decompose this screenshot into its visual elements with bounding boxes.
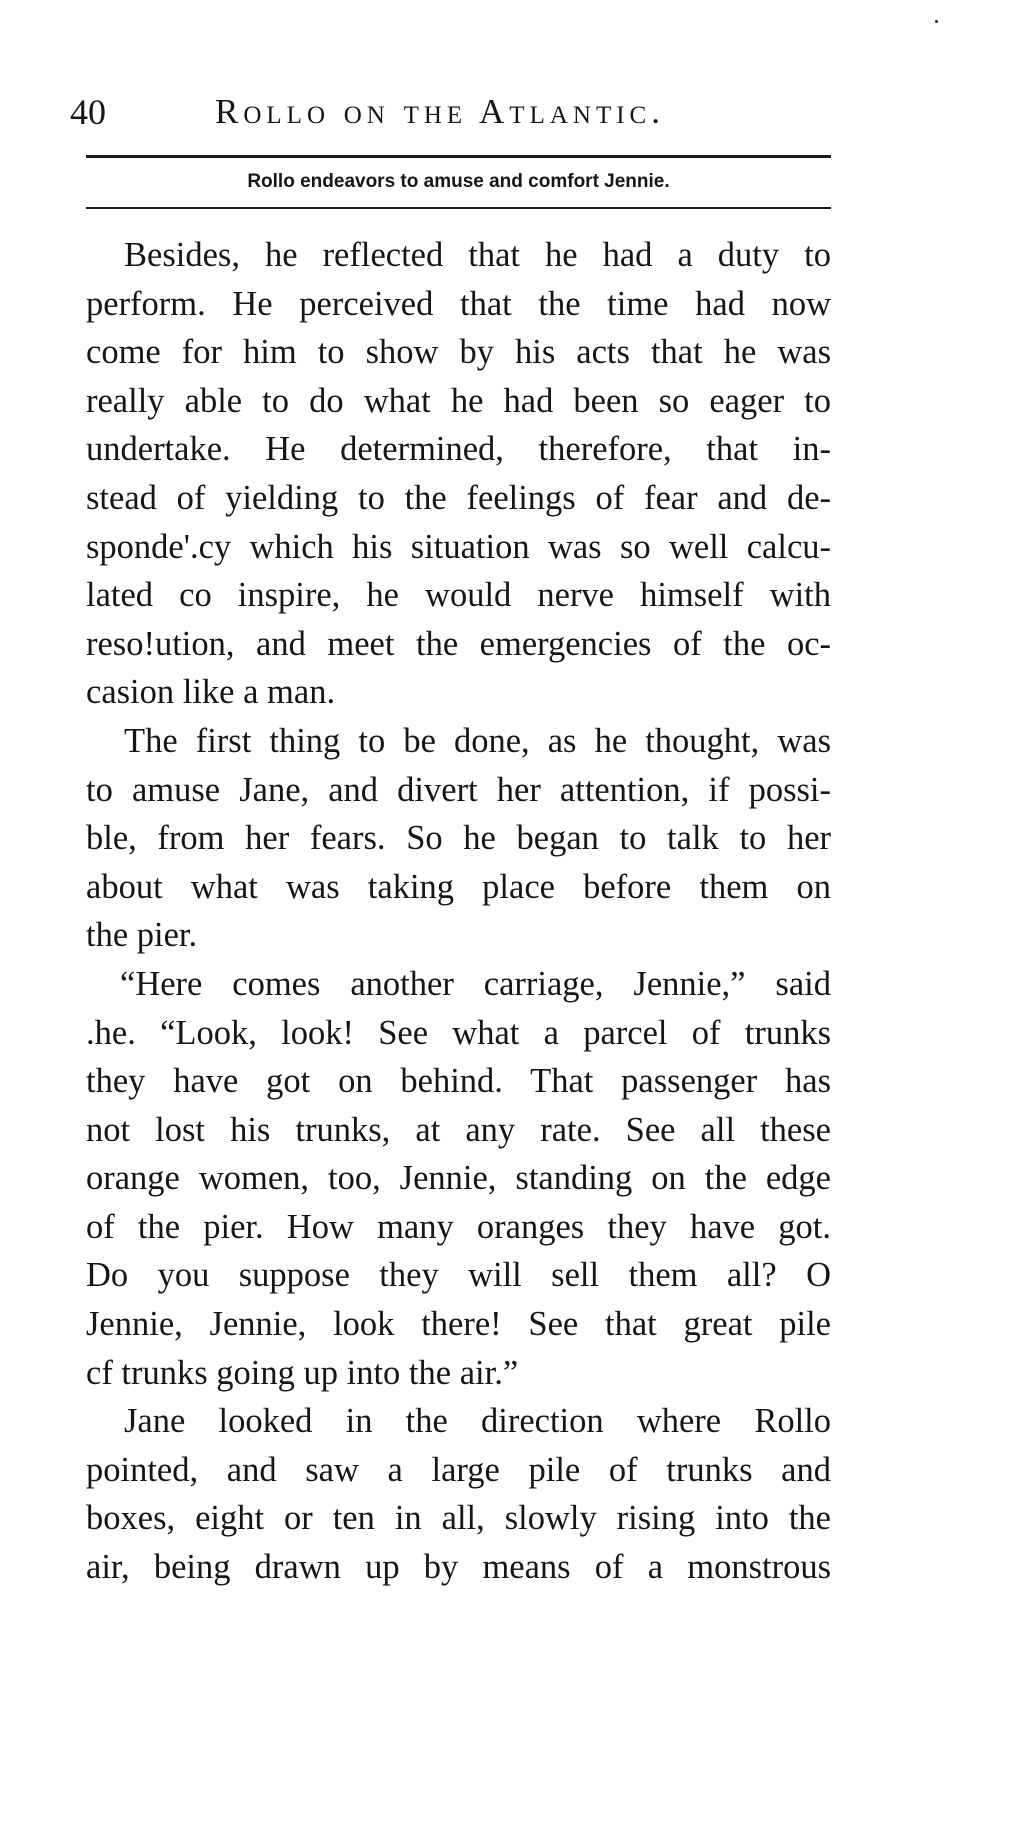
running-head — [70, 88, 830, 136]
text-line: orange women, too, Jennie, standing on the edge — [86, 1159, 831, 1198]
text-line: Besides, he reflected that he had a duty to — [124, 236, 831, 274]
text-line: casion like a man. — [86, 673, 336, 712]
text-line: Jennie, Jennie, look there! See that great pile — [86, 1305, 831, 1344]
header-rule-bottom — [86, 207, 831, 209]
text-line: of the pier. How many oranges they have got. — [86, 1207, 831, 1246]
book-title: Rollo on the Atlantic. — [215, 92, 665, 131]
text-line: ble, from her fears. So he began to talk to her — [86, 819, 831, 858]
text-line: pointed, and saw a large pile of trunks and — [86, 1450, 831, 1489]
text-line: cf trunks going up into the air.” — [86, 1353, 519, 1392]
text-line: they have got on behind. That passenger has — [86, 1062, 831, 1101]
page-caption: Rollo endeavors to amuse and comfort Jennie. — [247, 171, 670, 192]
text-line: not lost his trunks, at any rate. See all these — [86, 1110, 831, 1149]
text-line: boxes, eight or ten in all, slowly rising into the — [86, 1499, 831, 1538]
text-line: Do you suppose they will sell them all? O — [86, 1256, 831, 1295]
text-line: really able to do what he had been so eager to — [86, 381, 831, 420]
text-line: stead of yielding to the feelings of fear and de- — [86, 478, 831, 517]
page-number: 40 — [70, 92, 106, 132]
text-line: “Here comes another carriage, Jennie,” said — [120, 964, 831, 1003]
text-line: undertake. He determined, therefore, that in- — [86, 430, 831, 469]
speck-mark — [935, 20, 938, 23]
text-line: air, being drawn up by means of a monstrous — [86, 1548, 831, 1587]
text-line: Jane looked in the direction where Rollo — [124, 1402, 831, 1441]
text-line: come for him to show by his acts that he was — [86, 333, 831, 372]
text-line: reso!ution, and meet the emergencies of the oc- — [86, 624, 831, 663]
header-rule-top — [86, 155, 831, 158]
text-line: sponde'.cy which his situation was so well calcu- — [86, 527, 831, 566]
text-line: perform. He perceived that the time had now — [86, 284, 831, 323]
text-line: lated co inspire, he would nerve himself with — [86, 576, 831, 615]
text-line: The first thing to be done, as he thought, was — [124, 721, 831, 760]
text-line: about what was taking place before them on — [86, 867, 831, 906]
text-line: the pier. — [86, 916, 198, 955]
text-line: to amuse Jane, and divert her attention, if possi- — [86, 770, 831, 809]
text-line: .he. “Look, look! See what a parcel of trunks — [86, 1013, 831, 1052]
body-text — [86, 231, 831, 1592]
